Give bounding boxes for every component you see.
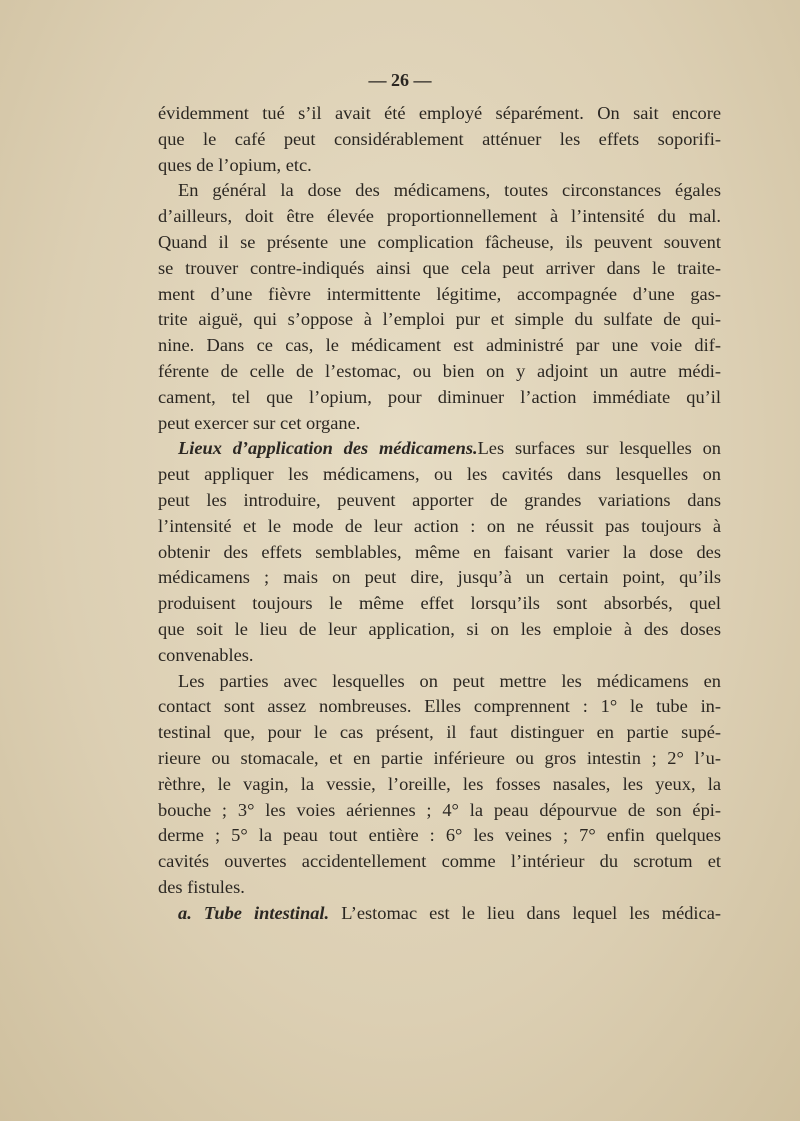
text-line [158, 436, 721, 462]
text-line: médicamens ; mais on peut dire, jusqu’à un certain point, qu’ils [158, 567, 721, 588]
text-line: bouche ; 3° les voies aériennes ; 4° la peau dépourvue de son épi- [158, 799, 721, 820]
text-fragment: L’estomac est le lieu dans lequel les médica- [341, 902, 721, 923]
text-line: En général la dose des médicamens, toutes circonstances égales [178, 180, 721, 201]
text-line: peut les introduire, peuvent apporter de grandes variations dans [158, 489, 721, 510]
body-text [158, 101, 721, 927]
text-line: l’intensité et le mode de leur action : on ne réussit pas toujours à [158, 515, 721, 536]
text-line: Quand il se présente une complication fâcheuse, ils peuvent souvent [158, 231, 721, 252]
text-line: des fistules. [158, 876, 245, 897]
text-line: nine. Dans ce cas, le médicament est administré par une voie dif- [158, 335, 721, 356]
text-line: évidemment tué s’il avait été employé séparément. On sait encore [158, 103, 721, 123]
text-line: peut appliquer les médicamens, ou les cavités dans lesquelles on [158, 464, 721, 485]
text-line [158, 901, 721, 927]
text-line: contact sont assez nombreuses. Elles comprennent : 1° le tube in- [158, 696, 721, 717]
section-heading: a. Tube intestinal. [178, 902, 330, 923]
text-line: ques de l’opium, etc. [158, 154, 312, 175]
text-line: férente de celle de l’estomac, ou bien on y adjoint un autre médi- [158, 360, 721, 381]
text-line: testinal que, pour le cas présent, il faut distinguer en partie supé- [158, 722, 721, 743]
text-line: d’ailleurs, doit être élevée proportionnellement à l’intensité du mal. [158, 206, 721, 227]
text-line: que soit le lieu de leur application, si on les emploie à des doses [158, 618, 721, 639]
section-heading: Lieux d’application des médicamens. [178, 438, 478, 459]
text-line: Les parties avec lesquelles on peut mettre les médicamens en [178, 670, 721, 691]
page-number: — 26 — [368, 70, 432, 90]
text-line: produisent toujours le même effet lorsqu’ils sont absorbés, quel [158, 593, 721, 614]
text-line: rèthre, le vagin, la vessie, l’oreille, les fosses nasales, les yeux, la [158, 773, 721, 794]
text-line: rieure ou stomacale, et en partie inférieure ou gros intestin ; 2° l’u- [158, 747, 721, 768]
text-line: ment d’une fièvre intermittente légitime, accompagnée d’une gas- [158, 283, 721, 304]
text-line: cament, tel que l’opium, pour diminuer l’action immédiate qu’il [158, 386, 721, 407]
text-fragment: Les surfaces sur lesquelles on [477, 438, 721, 459]
text-line: peut exercer sur cet organe. [158, 412, 361, 433]
text-line: se trouver contre-indiqués ainsi que cela peut arriver dans le traite- [158, 257, 721, 278]
text-line: obtenir des effets semblables, même en faisant varier la dose des [158, 541, 721, 562]
text-line: derme ; 5° la peau tout entière : 6° les veines ; 7° enfin quelques [158, 825, 721, 846]
text-line: convenables. [158, 644, 254, 665]
text-line: que le café peut considérablement atténuer les effets soporifi- [158, 128, 721, 149]
text-line: trite aiguë, qui s’oppose à l’emploi pur et simple du sulfate de qui- [158, 309, 721, 330]
text-line: cavités ouvertes accidentellement comme l’intérieur du scrotum et [158, 851, 721, 872]
